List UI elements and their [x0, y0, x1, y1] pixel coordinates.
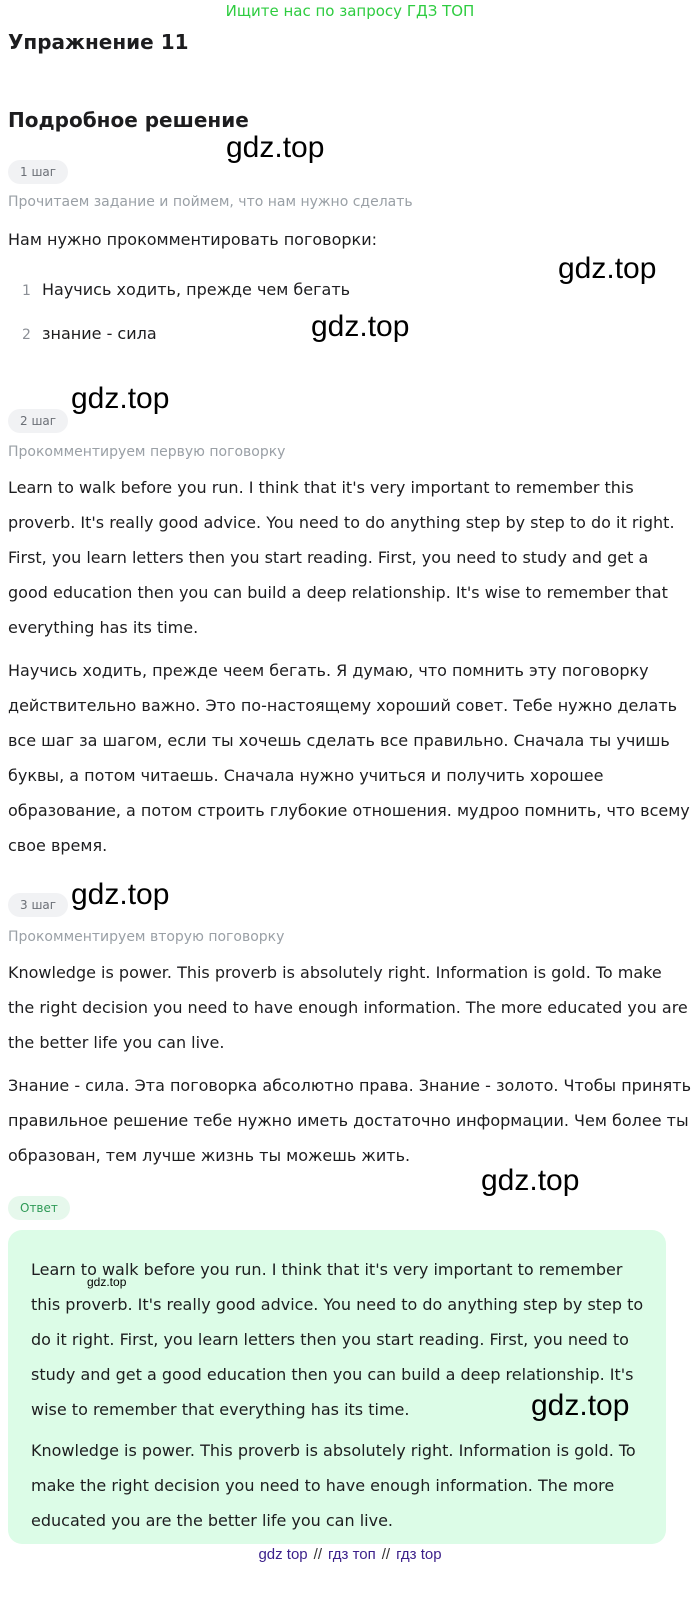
- list-number: 1: [22, 283, 31, 299]
- step-caption-1: Прочитаем задание и поймем, что нам нужно сделать: [8, 194, 413, 210]
- footer-link[interactable]: гдз top: [396, 1546, 442, 1563]
- search-hint-banner: Ищите нас по запросу ГДЗ ТОП: [225, 2, 475, 20]
- step-text-en: Knowledge is power. This proverb is absolutely right. Information is gold. To make the right decision you need to have enough information. The more educated you are the better life you can live.: [8, 963, 688, 1052]
- step-caption-3: Прокомментируем вторую поговорку: [8, 929, 285, 945]
- watermark: gdz.top: [71, 878, 170, 911]
- step-text-en: Learn to walk before you run. I think that it's very important to remember this proverb. It's really good advice. You need to do anything step by step to do it right. First, you learn letters then you start reading. First, you need to study and get a good education then you can build a deep relationship. It's wise to remember that everything has its time.: [8, 478, 675, 637]
- footer-separator: //: [381, 1546, 391, 1563]
- step-text-ru: Знание - сила. Эта поговорка абсолютно права. Знание - золото. Чтобы принять правильное решение тебе нужно иметь достаточно информации. Чем более ты образован, тем лучше жизнь ты можешь жить.: [8, 1076, 692, 1165]
- watermark: gdz.top: [71, 382, 170, 415]
- watermark: gdz.top: [558, 252, 657, 285]
- list-text: Научись ходить, прежде чем бегать: [42, 280, 351, 299]
- step-intro: Нам нужно прокомментировать поговорки:: [8, 230, 377, 249]
- watermark: gdz.top: [87, 1275, 127, 1289]
- answer-text-2: Knowledge is power. This proverb is absolutely right. Information is gold. To make the right decision you need to have enough information. The more educated you are the better life you can live.: [31, 1441, 636, 1530]
- step-caption-2: Прокомментируем первую поговорку: [8, 444, 286, 460]
- list-text: знание - сила: [42, 324, 157, 343]
- step-badge-3: 3 шаг: [8, 893, 68, 917]
- list-item: [22, 319, 157, 349]
- watermark: gdz.top: [531, 1389, 630, 1422]
- section-title: Подробное решение: [8, 108, 249, 132]
- footer-link[interactable]: гдз топ: [328, 1546, 376, 1563]
- footer-link[interactable]: gdz top: [258, 1546, 308, 1563]
- footer-separator: //: [313, 1546, 322, 1563]
- step-badge-1: 1 шаг: [8, 160, 68, 184]
- watermark: gdz.top: [481, 1164, 580, 1197]
- exercise-title: Упражнение 11: [8, 30, 189, 54]
- answer-text-1: Learn to walk before you run. I think that it's very important to remember this proverb. It's really good advice. You need to do anything step by step to do it right. First, you learn letters then you start reading. First, you need to study and get a good education then you can build a deep relationship. It's wise to remember that everything has its time.: [31, 1260, 644, 1419]
- list-item: [22, 275, 350, 305]
- watermark: gdz.top: [226, 131, 325, 164]
- answer-badge: Ответ: [8, 1196, 70, 1220]
- watermark: gdz.top: [311, 310, 410, 343]
- list-number: 2: [22, 327, 31, 343]
- step-badge-2: 2 шаг: [8, 409, 68, 433]
- footer-links: [0, 1544, 700, 1566]
- step-text-ru: Научись ходить, прежде чеем бегать. Я думаю, что помнить эту поговорку действительно важно. Это по-настоящему хороший совет. Тебе нужно делать все шаг за шагом, если ты хочешь сделать все правильно. Сначала ты учишь буквы, а потом читаешь. Сначала нужно учиться и получить хорошее образование, а потом строить глубокие отношения. мудроо помнить, что всему свое время.: [8, 661, 690, 855]
